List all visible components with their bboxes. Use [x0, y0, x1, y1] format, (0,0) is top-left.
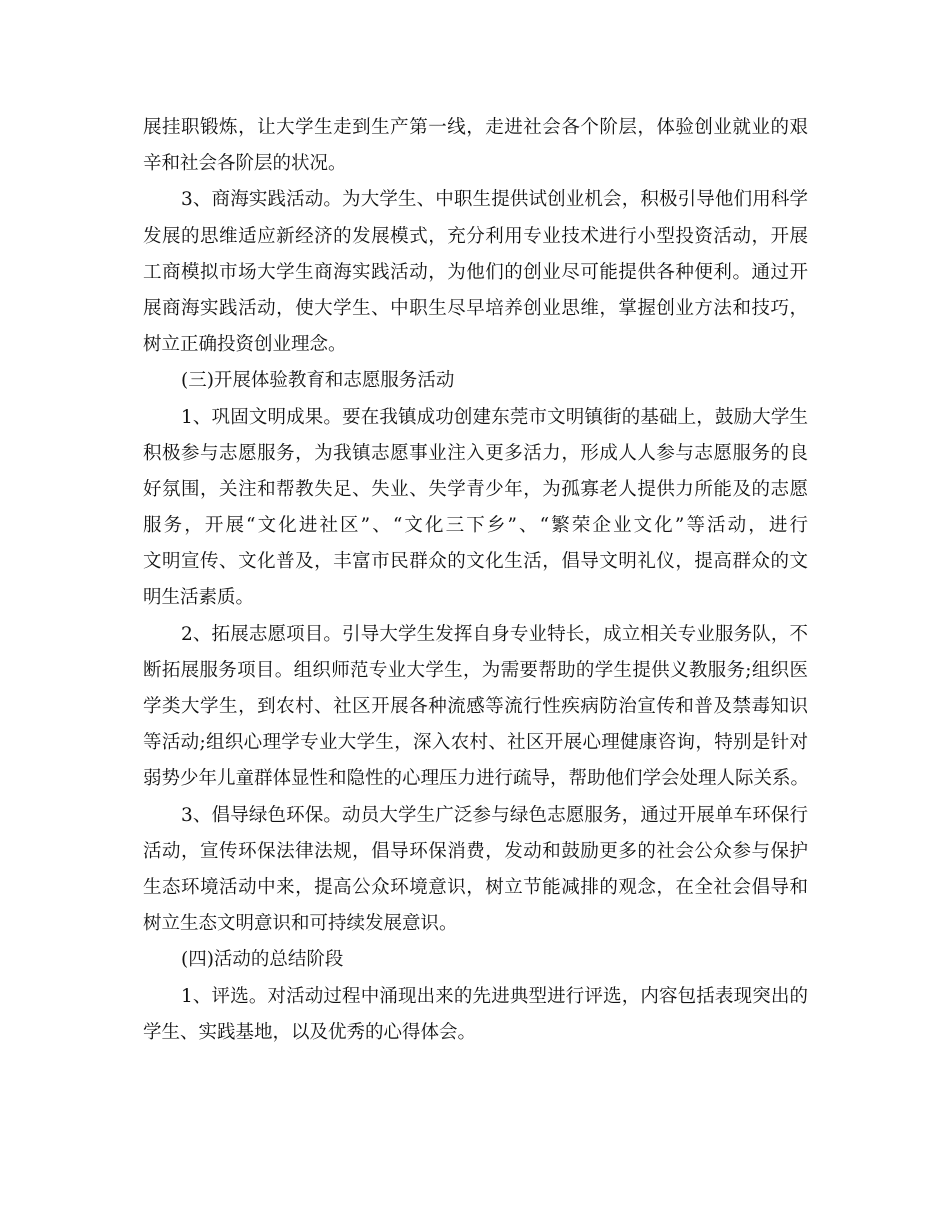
paragraph-civilization: [143, 400, 808, 617]
text-line: 弱势少年儿童群体显性和隐性的心理压力进行疏导，帮助他们学会处理人际关系。: [143, 768, 810, 790]
text-line: 学类大学生，到农村、社区开展各种流感等流行性疾病防治宣传和普及禁毒知识: [143, 696, 808, 717]
section-heading: (三)开展体验教育和志愿服务活动: [181, 370, 455, 392]
paragraph-business-practice: [143, 182, 808, 363]
paragraph-selection: [143, 979, 808, 1051]
text-line: 明生活素质。: [143, 587, 255, 609]
text-line: 等活动;组织心理学专业大学生，深入农村、社区开展心理健康咨询，特别是针对: [143, 732, 808, 754]
text-line: 发展的思维适应新经济的发展模式，充分利用专业技术进行小型投资活动，开展: [143, 225, 808, 247]
text-line: 2、拓展志愿项目。引导大学生发挥自身专业特长，成立相关专业服务队，不: [181, 623, 808, 645]
text-line: 展商海实践活动，使大学生、中职生尽早培养创业思维，掌握创业方法和技巧，: [143, 297, 808, 319]
text-line: 树立生态文明意识和可持续发展意识。: [143, 913, 458, 935]
text-line: 文明宣传、文化普及，丰富市民群众的文化生活，倡导文明礼仪，提高群众的文: [143, 551, 808, 573]
text-line: 断拓展服务项目。组织师范专业大学生，为需要帮助的学生提供义教服务;组织医: [143, 659, 808, 681]
text-line: 活动，宣传环保法律法规，倡导环保消费，发动和鼓励更多的社会公众参与保护: [143, 840, 808, 862]
text-line: 服务，开展“文化进社区”、“文化三下乡”、“繁荣企业文化”等活动，进行: [143, 515, 808, 537]
section-heading: (四)活动的总结阶段: [181, 949, 344, 971]
text-line: 展挂职锻炼，让大学生走到生产第一线，走进社会各个阶层，体验创业就业的艰: [143, 117, 808, 138]
text-line: 工商模拟市场大学生商海实践活动，为他们的创业尽可能提供各种便利。通过开: [143, 261, 808, 283]
text-line: 好氛围，关注和帮教失足、失业、失学青少年，为孤寡老人提供力所能及的志愿: [143, 478, 808, 500]
text-line: 1、评选。对活动过程中涌现出来的先进典型进行评选，内容包括表现突出的: [181, 985, 808, 1007]
text-line: 3、倡导绿色环保。动员大学生广泛参与绿色志愿服务，通过开展单车环保行: [181, 804, 808, 826]
paragraph-volunteer-projects: [143, 617, 808, 798]
text-line: 辛和社会各阶层的状况。: [143, 153, 347, 175]
text-line: 3、商海实践活动。为大学生、中职生提供试创业机会，积极引导他们用科学: [181, 189, 808, 211]
text-line: 1、巩固文明成果。要在我镇成功创建东莞市文明镇街的基础上，鼓励大学生: [181, 406, 808, 428]
text-line: 树立正确投资创业理念。: [143, 334, 347, 356]
paragraph-continuation: [143, 110, 808, 182]
paragraph-green-environment: [143, 798, 808, 943]
text-line: 积极参与志愿服务，为我镇志愿事业注入更多活力，形成人人参与志愿服务的良: [143, 442, 808, 464]
text-line: 生态环境活动中来，提高公众环境意识，树立节能减排的观念，在全社会倡导和: [143, 876, 808, 898]
text-line: 学生、实践基地，以及优秀的心得体会。: [143, 1021, 477, 1043]
document-body: [143, 110, 808, 1051]
